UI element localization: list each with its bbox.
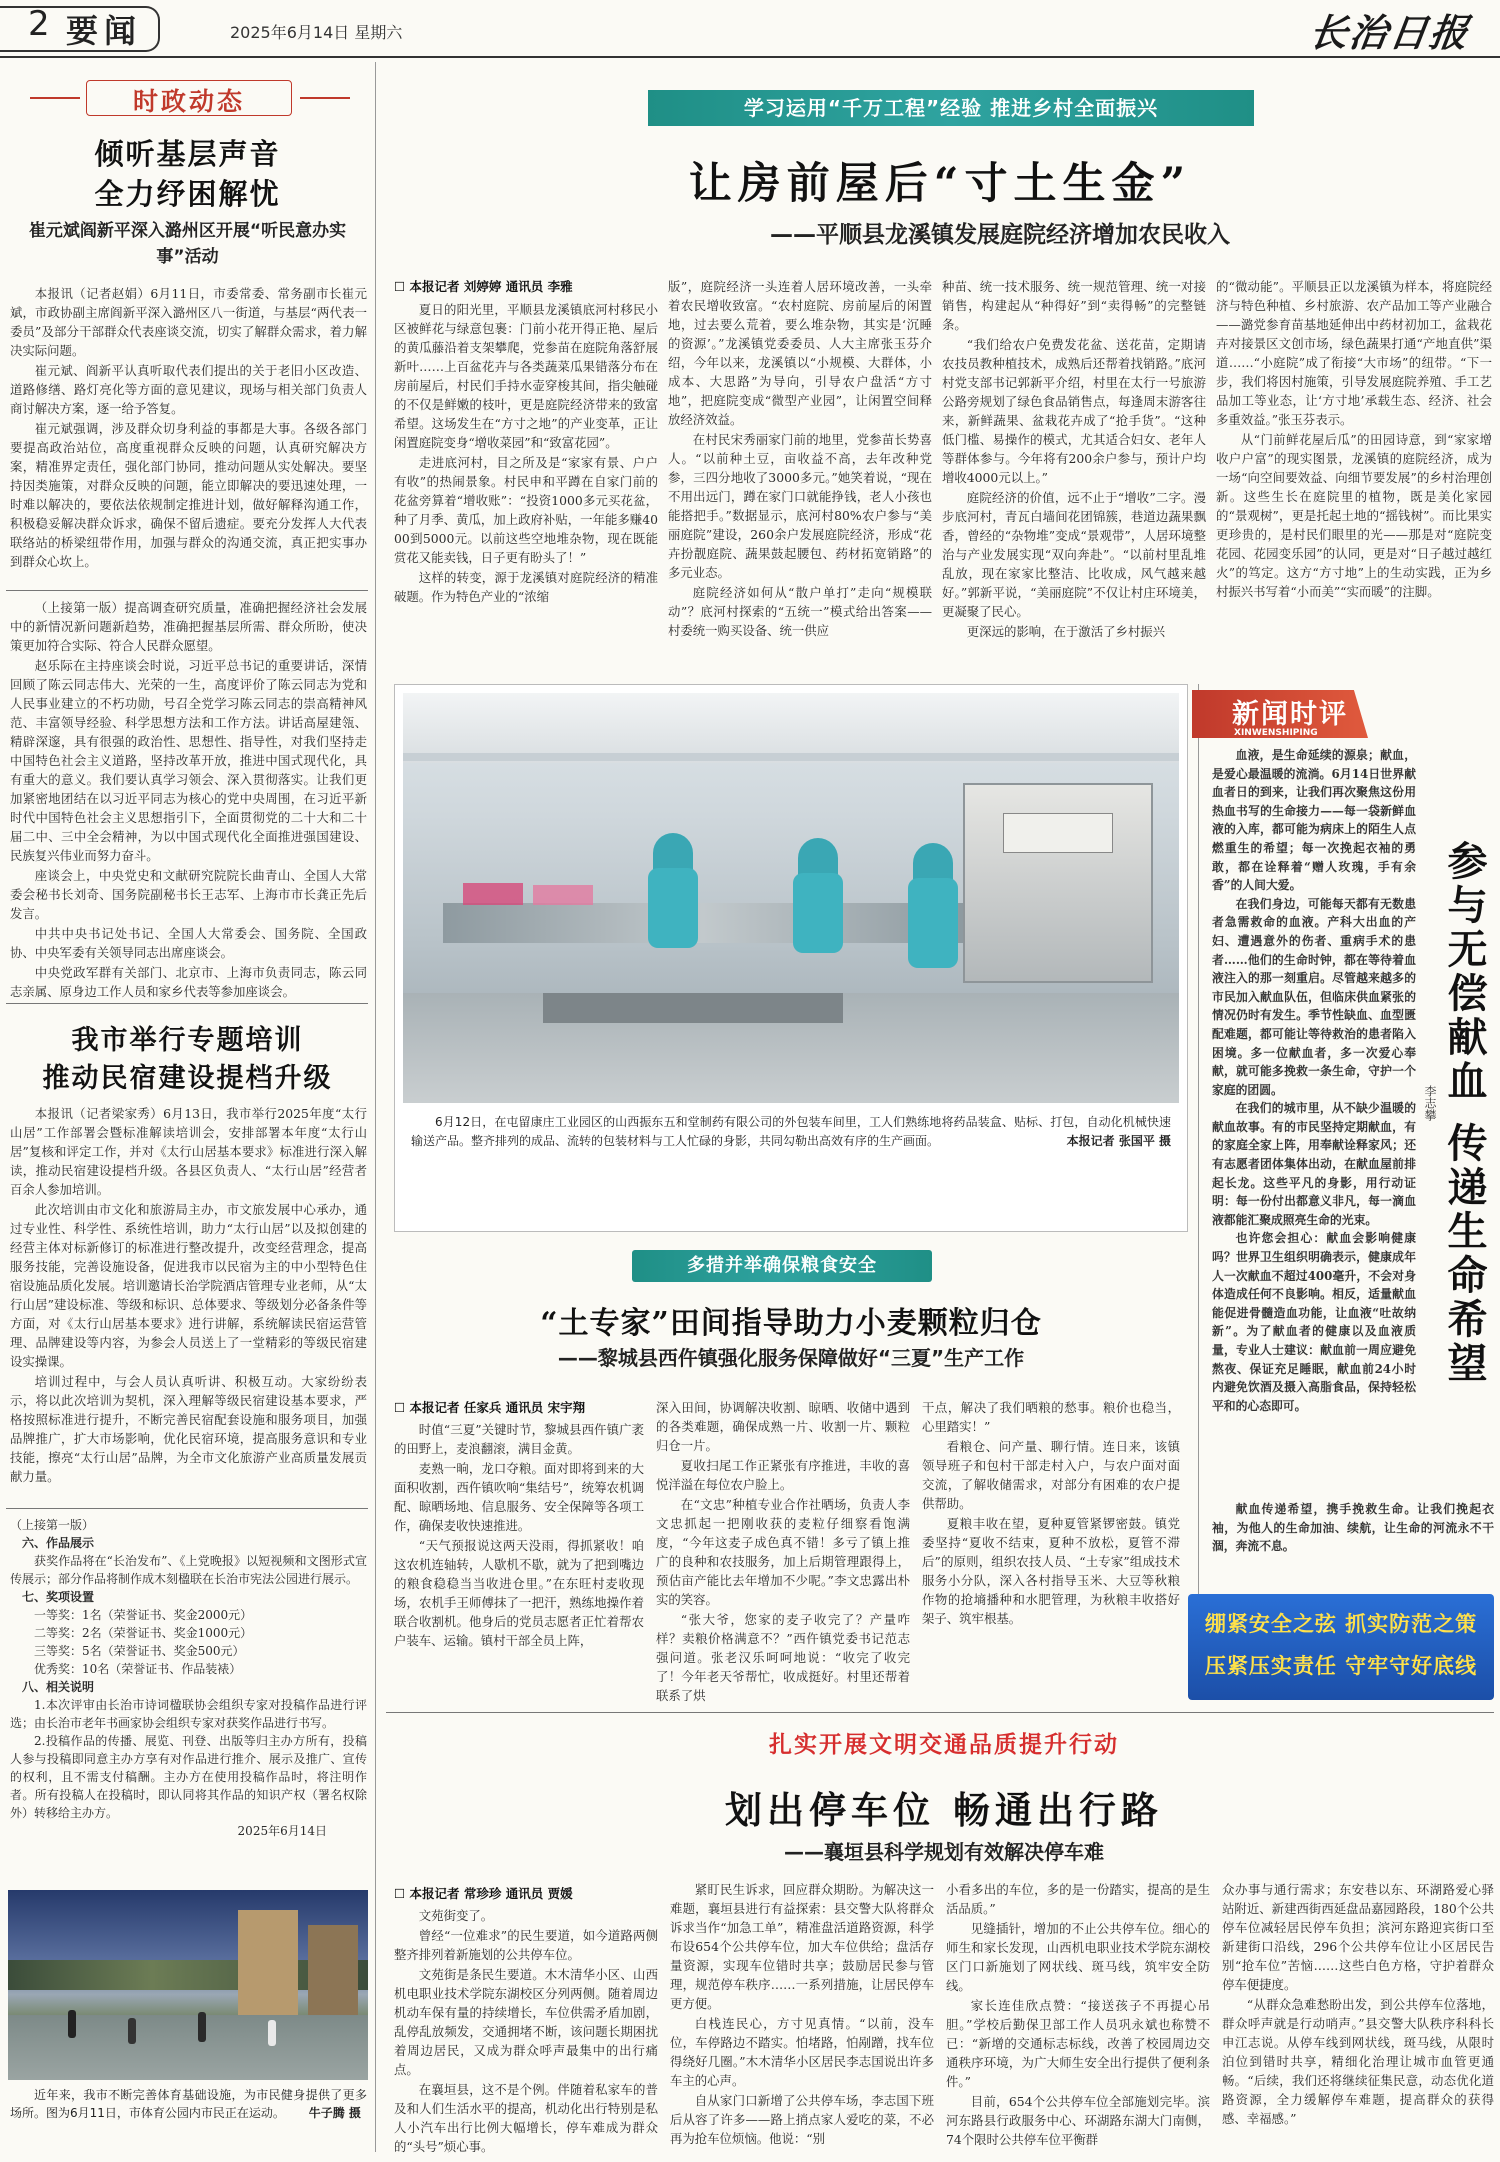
traffic-col1-para: 在襄垣县，这不是个例。伴随着私家车的普及和人们生活水平的提高，机动化出行特别是私人小汽车出行比例大幅增长，停车难成为群众的“头号”烦心事。 (394, 2082, 658, 2154)
section-title: 要闻 (66, 12, 143, 50)
top-col1-para: 走进底河村，目之所及是“家家有景、户户有收”的热闹景象。村民申和平蹲在自家门前的花盆旁算着“增收账”：“投资1000多元买花盆，种了月季、黄瓜，加上政府补贴，一年能多赚4000到5000元。以前这些空地堆杂物，现在既能赏花又能卖钱，日子更有盼头了！” (394, 455, 658, 565)
commentary-para: 血液，是生命延续的源泉；献血，是爱心最温暖的流淌。6月14日世界献血者日的到来，让我们再次聚焦这份用热血书写的生命接力——每一袋新鲜血液的入库，都可能为病床上的陌生人点燃重生的希望；每一次挽起衣袖的勇敢，都在诠释着“赠人玫瑰，手有余香”的人间大爱。 (1212, 748, 1416, 893)
story2-para: 赵乐际在主持座谈会时说，习近平总书记的重要讲话，深情回顾了陈云同志伟大、光荣的一生，高度评价了陈云同志为党和人民事业建立的不朽功勋，号召全党学习陈云同志的崇高精神风范、丰富领导经验、科学思想方法和工作方法。讲话高屋建瓴、精辟深邃，具有很强的政治性、思想性、指导性，对我们坚持走中国特色社会主义道路，坚持改革开放，推进中国式现代化，具有重大的意义。我们要认真学习领会、深入贯彻落实。让我们更加紧密地团结在以习近平同志为核心的党中央周围，在习近平新时代中国特色社会主义思想指引下，全面贯彻党的二十大和二十届二中、三中全会精神，为以中国式现代化全面推进强国建设、民族复兴伟业而努力奋斗。 (10, 658, 367, 863)
traffic-col3 (946, 1880, 1210, 2150)
factory-photo-caption (411, 1113, 1171, 1151)
issue-date: 2025年6月14日 星期六 (230, 23, 403, 42)
wheat-col3-para: 看粮仓、问产量、聊行情。连日来，该镇领导班子和包村干部走村入户，与农户面对面交流，了解收储需求，对部分有困难的农户提供帮助。 (922, 1439, 1180, 1511)
story1-body (10, 284, 367, 572)
safety-banner-line1: 绷紧安全之弦 抓实防范之策 (1204, 1611, 1478, 1636)
note-item: 2.投稿作品的传播、展览、刊登、出版等归主办方所有，投稿人参与投稿即同意主办方享有对作品进行推介、展示及推广、宣传的权利，且不需支付稿酬。主办方在使用投稿作品时，将注明作者。所有投稿人在投稿时，即认同将其作品的知识产权（署名权除外）转移给主办方。 (10, 1734, 367, 1820)
story4-s8-title: 八、相关说明 (22, 1680, 95, 1694)
top-col3-para: 更深远的影响，在于激活了乡村振兴 (966, 624, 1166, 639)
story1-subhead: 崔元斌阎新平深入潞州区开展“听民意办实事”活动 (28, 221, 347, 267)
story4-s6-body: 获奖作品将在“长治发布”、《上党晚报》以短视频和文图形式宣传展示；部分作品将制作成木刻楹联在长治市宪法公园进行展示。 (10, 1554, 367, 1586)
paper-logo: 长治日报 (1306, 10, 1473, 55)
top-col3-para: 种苗、统一技术服务、统一规范管理、统一对接销售，构建起从“种得好”到“卖得畅”的完整链条。 (942, 279, 1206, 332)
story4-s7-title: 七、奖项设置 (22, 1590, 95, 1604)
story4-date: 2025年6月14日 (237, 1824, 327, 1838)
top-col3-para: “我们给农户免费发花盆、送花苗，定期请农技员教种植技术，成熟后还帮着找销路。”底河村党支部书记郭新平介绍，村里在太行一号旅游公路旁规划了绿色食品销售点，每逢周末游客往来，新鲜蔬果、盆栽花卉成了“抢手货”。“这种低门槛、易操作的模式，尤其适合妇女、老年人等群体参与。今年将有200余户参与，预计户均增收4000元以上。” (942, 337, 1206, 485)
wheat-headline: “土专家”田间指导助力小麦颗粒归仓 (540, 1306, 1042, 1341)
traffic-col3-para: 目前，654个公共停车位全部施划完毕。滨河东路县行政服务中心、环湖路东湖大门南侧，74个限时公共停车位平衡群 (946, 2094, 1210, 2147)
wheat-col1-para: 时值“三夏”关键时节，黎城县西仵镇广袤的田野上，麦浪翻滚，满目金黄。 (394, 1422, 644, 1456)
traffic-col1-para: 文苑街是条民生要道。木木清华小区、山西机电职业技术学院东湖校区分列两侧。随着周边机动车保有量的持续增长，车位供需矛盾加剧，乱停乱放频发，交通拥堵不断，该问题长期困扰着周边居民，又成为群众呼声最集中的出行痛点。 (394, 1967, 658, 2077)
top-col4-para: 的“微动能”。平顺县正以龙溪镇为样本，将庭院经济与特色种植、乡村旅游、农产品加工等产业融合——潞党参育苗基地延伸出中药材初加工，盆栽花卉对接景区文创市场，绿色蔬果打通“产地直供”渠道……“小庭院”成了衔接“大市场”的纽带。“下一步，我们将因村施策，引导发展庭院养殖、手工艺品加工等业态，让‘方寸地’承载生态、经济、社会多重效益。”张玉芬表示。 (1216, 279, 1492, 427)
wheat-col2-para: “张大爷，您家的麦子收完了？产量咋样？卖粮价格满意不？”西仵镇党委书记范志强问道。张老汉乐呵呵地说：“收完了收完了！今年老天爷帮忙，收成挺好。村里还帮着联系了烘 (656, 1612, 910, 1703)
traffic-col4 (1222, 1880, 1494, 2129)
prize-item: 一等奖：1名（荣誉证书、奖金2000元） (34, 1608, 253, 1622)
commentary-para: 献血传递希望，携手挽救生命。让我们挽起衣袖，为他人的生命加油、续航，让生命的河流永不干涸，奔流不息。 (1212, 1502, 1494, 1554)
masthead (0, 0, 1500, 58)
story1-para: 本报讯（记者赵娟）6月11日，市委常委、常务副市长崔元斌，市政协副主席阎新平深入潞州区八一街道，与基层“两代表一委员”及部分干部群众代表座谈交流，切实了解群众需求，着力解决实际问题。 (10, 286, 367, 358)
top-story-headline: 让房前屋后“寸土生金” (688, 159, 1192, 209)
wheat-col2-para: 深入田间，协调解决收割、晾晒、收储中遇到的各类难题，确保成熟一片、收割一片、颗粒归仓一片。 (656, 1400, 910, 1453)
top-col1-para: 这样的转变，源于龙溪镇对庭院经济的精准破题。作为特色产业的“浓缩 (394, 570, 658, 604)
sports-photo-caption (10, 2086, 367, 2122)
traffic-col3-para: 小看多出的车位，多的是一份踏实，提高的是生活品质。” (946, 1882, 1210, 1916)
traffic-col3-para: 家长连佳欣点赞：“接送孩子不再提心吊胆。”学校后勤保卫部工作人员巩永斌也称赞不已：“新增的交通标志标线，改善了校园周边交通秩序环境，为广大师生安全出行提供了便利条件。” (946, 1998, 1210, 2089)
traffic-col2-para: 紧盯民生诉求，回应群众期盼。为解决这一难题，襄垣县进行有益探索：县交警大队将群众诉求当作“加急工单”，精准盘活道路资源，科学布设654个公共停车位，加大车位供给；盘活存量资源，实现车位错时共享；鼓励居民参与管理，规范停车秩序……一系列措施，让居民停车更方便。 (670, 1882, 934, 2011)
traffic-col2-para: 自从家门口新增了公共停车场，李志国下班后从容了许多——路上捎点家人爱吃的菜，不必再为抢车位烦恼。他说：“别 (670, 2093, 934, 2146)
sports-park-photo (8, 1890, 368, 2080)
traffic-col3-para: 见缝插针，增加的不止公共停车位。细心的师生和家长发现，山西机电职业技术学院东湖校区门口新施划了网状线、斑马线，筑牢安全防线。 (946, 1921, 1210, 1993)
top-col3-para: 庭院经济的价值，远不止于“增收”二字。漫步底河村，青瓦白墙间花团锦簇，巷道边蔬果飘香，曾经的“杂物堆”变成“景观带”，人居环境整治与产业发展实现“双向奔赴”。“以前村里乱堆乱放，现在家家比整洁、比收成，风气越来越好。”郭新平说，“美丽庭院”不仅让村庄环境美，更凝聚了民心。 (942, 490, 1206, 619)
story1-para: 崔元斌、阎新平认真听取代表们提出的关于老旧小区改造、道路修缮、路灯亮化等方面的意见建议，现场与相关部门负责人商讨解决方案，逐一给予答复。 (10, 363, 367, 416)
story1-headline-1: 倾听基层声音 (94, 137, 281, 171)
top-col2-para: 版”，庭院经济一头连着人居环境改善，一头牵着农民增收致富。“农村庭院、房前屋后的闲置地，过去要么荒着，要么堆杂物，其实是‘沉睡的资源’。”龙溪镇党委委员、人大主席张玉芬介绍，今年以来，龙溪镇以“小规模、大群体，小成本、大思路”为导向，引导农户盘活“方寸地”，把庭院变成“微型产业园”，让闲置空间释放经济效益。 (668, 279, 932, 427)
story1-para: 崔元斌强调，涉及群众切身利益的事都是大事。各级各部门要提高政治站位，高度重视群众反映的问题，认真研究解决方案，精准界定责任，强化部门协同，推动问题从实处解决。要坚持因类施策，对群众反映的问题，能立即解决的要迅速处理，一时难以解决的，要依法依规制定推进计划，做好解释沟通工作，积极稳妥解决群众诉求，确保不留后遗症。要充分发挥人大代表联络站的桥梁纽带作用，加强与群众的沟通交流，真正把实事办到群众心坎上。 (10, 421, 367, 569)
page-number: 2 (28, 4, 50, 44)
top-story-banner: 学习运用“千万工程”经验 推进乡村全面振兴 (648, 90, 1254, 126)
safety-banner (1188, 1594, 1494, 1700)
story2-para: 中共中央书记处书记、全国人大常委会、国务院、全国政协、中央军委有关领导同志出席座谈会。 (10, 926, 367, 960)
commentary-para: 也许您会担心：献血会影响健康吗？世界卫生组织明确表示，健康成年人一次献血不超过400毫升，不会对身体造成任何不良影响。相反，适量献血能促进骨髓造血功能，让血液“吐故纳新”。为了献血者的健康以及血液质量，专业人士建议：献血前一周应避免熬夜、保证充足睡眠，献血前24小时内避免饮酒及摄入高脂食品，保持轻松平和的心态即可。 (1212, 1231, 1416, 1413)
top-story-col2 (668, 277, 932, 641)
story3-headline-2: 推动民宿建设提档升级 (42, 1063, 333, 1094)
wheat-byline: ☐ 本报记者 任家兵 通讯员 宋宇翔 (394, 1400, 586, 1415)
commentary-label: 新闻时评 (1232, 699, 1348, 730)
story2-para: 中央党政军群有关部门、北京市、上海市负责同志，陈云同志亲属、原身边工作人员和家乡代表等参加座谈会。 (10, 965, 367, 999)
commentary-para: 在我们身边，可能每天都有无数患者急需救命的血液。产科大出血的产妇、遭遇意外的伤者、重病手术的患者……他们的生命时钟，都在等待着血液注入的那一刻重启。尽管越来越多的市民加入献血队伍，但临床供血紧张的情况仍时有发生。季节性缺血、血型匮配难题，都可能让等待救治的患者陷入困境。多一位献血者，多一次爱心奉献，就可能多挽救一条生命，守护一个家庭的团圆。 (1212, 896, 1416, 1097)
commentary-body (1212, 746, 1416, 1415)
top-story-col1 (394, 300, 658, 607)
wheat-col1 (394, 1420, 644, 1651)
story1-headline-2: 全力纾困解忧 (94, 177, 281, 211)
commentary-body-end (1212, 1500, 1494, 1556)
top-story-subhead: ——平顺县龙溪镇发展庭院经济增加农民收入 (770, 222, 1230, 248)
top-story-col3 (942, 277, 1206, 642)
prize-item: 三等奖：5名（荣誉证书、奖金500元） (34, 1644, 245, 1658)
section-label-deco-right (300, 97, 350, 99)
traffic-col2 (670, 1880, 934, 2149)
factory-photo (403, 693, 1179, 1103)
top-col1-para: 夏日的阳光里，平顺县龙溪镇底河村移民小区被鲜花与绿意包裹：门前小花开得正艳、屋后的黄瓜藤沿着支架攀爬，党参苗在庭院角落舒展新叶……上百盆花卉与各类蔬菜瓜果错落分布在房前屋后，村民们手持水壶穿梭其间，指尖触碰的不仅是鲜嫩的枝叶，更是庭院经济带来的致富希望。这场发生在“方寸之地”的产业变革，正让闲置庭院变身“增收菜园”和“致富花园”。 (394, 302, 658, 450)
story2-para: （上接第一版）提高调查研究质量，准确把握经济社会发展中的新情况新问题新趋势，准确把握基层所需、群众所盼，使决策更加符合实际、符合人民群众愿望。 (10, 600, 367, 653)
story3-para: 本报讯（记者梁家秀）6月13日，我市举行2025年度“太行山居”工作部署会暨标准解读培训会，安排部署本年度“太行山居”复核和评定工作，并对《太行山居基本要求》标准进行深入解读，推动民宿建设提档升级。各县区负责人、“太行山居”经营者百余人参加培训。 (10, 1106, 367, 1197)
traffic-col1-para: 文苑街变了。 (418, 1908, 494, 1923)
wheat-col1-para: “天气预报说这两天没雨，得抓紧收！咱这农机连轴转，人歇机不歇，就为了把到嘴边的粮食稳稳当当收进仓里。”在东旺村麦收现场，农机手王师傅抹了一把汗，熟练地操作着联合收割机。他身后的党员志愿者正忙着帮农户装车、运输。镇村干部全员上阵， (394, 1538, 644, 1648)
story4-s6-title: 六、作品展示 (22, 1536, 95, 1550)
wheat-col2-para: 夏收扫尾工作正紧张有序推进，丰收的喜悦洋溢在每位农户脸上。 (656, 1458, 910, 1492)
story3-para: 此次培训由市文化和旅游局主办，市文旅发展中心承办，通过专业性、科学性、系统性培训，助力“太行山居”以及拟创建的经营主体对标新修订的标准进行整改提升，改变经营理念，提高服务技能，完善设施设备，促进我市以民宿为主的中小型特色住宿设施品质化发展。培训邀请长治学院酒店管理专业老师，从“太行山居”建设标准、等级和标识、总体要求、等级划分必备条件等方面，对《太行山居基本要求》进行讲解，系统解读民宿运营管理、品牌建设等内容，为参会人员送上了一堂精彩的等级民宿建设实操课。 (10, 1202, 367, 1369)
wheat-col3-para: 干点，解决了我们晒粮的愁事。粮价也稳当，心里踏实！” (922, 1400, 1180, 1434)
section-label: 时政动态 (132, 87, 245, 116)
traffic-col2-para: 白栈连民心，方寸见真情。“以前，没车位，车停路边不踏实。怕堵路，怕剐蹭，找车位得绕好几圈。”木木清华小区居民李志国说出许多车主的心声。 (670, 2016, 934, 2088)
factory-photo-frame (394, 684, 1188, 1232)
sports-caption-text: 近年来，我市不断完善体育基础设施，为市民健身提供了更多场所。图为6月11日，市体育公园内市民正在运动。 (10, 2088, 367, 2120)
commentary-para: 在我们的城市里，从不缺少温暖的献血故事。有的市民坚持定期献血，有的家庭全家上阵，用奉献诠释家风；还有志愿者团体集体出动，在献血屋前排起长龙。这些平凡的身影，用行动证明：每一份付出都意义非凡，每一滴血液都能汇聚成照亮生命的光束。 (1212, 1101, 1416, 1227)
factory-photo-credit: 本报记者 张国平 摄 (1066, 1134, 1171, 1148)
prize-item: 优秀奖：10名（荣誉证书、作品装裱） (34, 1662, 242, 1676)
wheat-subhead: ——黎城县西仵镇强化服务保障做好“三夏”生产工作 (557, 1346, 1025, 1370)
traffic-byline: ☐ 本报记者 常珍珍 通讯员 贾媛 (394, 1886, 573, 1901)
factory-caption-text: 6月12日，在屯留康庄工业园区的山西振东五和堂制药有限公司的外包装车间里，工人们熟练地将药品装盒、贴标、打包，自动化机械快速输送产品。整齐排列的成品、流转的包装材料与工人忙碌的身影，共同勾勒出高效有序的生产画面。 (411, 1115, 1171, 1148)
story3-para: 培训过程中，与会人员认真听讲、积极互动。大家纷纷表示，将以此次培训为契机，深入理解等级民宿建设基本要求，严格按照标准进行提升，不断完善民宿配套设施和服务项目，加强品牌推广，扩大市场影响，优化民宿环境，提高服务意识和专业技能，擦亮“太行山居”品牌，为全市文化旅游产业高质量发展贡献力量。 (10, 1374, 367, 1484)
wheat-col3-para: 夏粮丰收在望，夏种夏管紧锣密鼓。镇党委坚持“夏收不结束，夏种不放松，夏管不滞后”的原则，组织农技人员、“土专家”组成技术服务小分队，深入各村指导玉米、大豆等秋粮作物的抢墒播种和水肥管理，为秋粮丰收搭好架子、筑牢根基。 (922, 1516, 1180, 1626)
section-label-deco-left (30, 97, 80, 99)
top-col2-para: 庭院经济如何从“散户单打”走向“规模联动”？底河村探索的“五统一”模式给出答案——村委统一购买设备、统一供应 (668, 585, 932, 638)
story2-para: 座谈会上，中央党史和文献研究院院长曲青山、全国人大常委会秘书长刘奇、国务院副秘书长王志军、上海市市长龚正先后发言。 (10, 868, 367, 921)
story2-body (10, 598, 367, 1002)
traffic-headline: 划出停车位 畅通出行路 (725, 1788, 1163, 1832)
wheat-banner: 多措并举确保粮食安全 (632, 1250, 932, 1282)
top-col2-para: 在村民宋秀丽家门前的地里，党参苗长势喜人。“以前种土豆，亩收益不高，去年改种党参，三四分地收了3000多元。”她笑着说，“现在不用出远门，蹲在家门口就能挣钱，老人小孩也能搭把手。”数据显示，底河村80%农户参与“美丽庭院”建设，260余户发展庭院经济，形成“花卉扮靓庭院、蔬果鼓起腰包、药材拓宽销路”的多元业态。 (668, 432, 932, 580)
sports-photo-credit: 牛子腾 摄 (308, 2106, 361, 2120)
story4-intro: （上接第一版） (10, 1518, 95, 1532)
wheat-col2-para: 在“文忠”种植专业合作社晒场，负责人李文忠抓起一把刚收获的麦粒仔细察看饱满度，“今年这麦子成色真不错！多亏了镇上推广的良种和农技服务，加上后期管理跟得上，预估亩产能比去年增加不少呢。”李文忠露出朴实的笑容。 (656, 1497, 910, 1607)
note-item: 1.本次评审由长治市诗词楹联协会组织专家对投稿作品进行评选；由长治市老年书画家协会组织专家对获奖作品进行书写。 (10, 1698, 367, 1730)
wheat-col1-para: 麦熟一晌，龙口夺粮。面对即将到来的大面积收割，西仵镇吹响“集结号”，统筹农机调配、晾晒场地、信息服务、安全保障等各项工作，确保麦收快速推进。 (394, 1461, 644, 1533)
top-story-byline: ☐ 本报记者 刘婷婷 通讯员 李雅 (394, 279, 573, 294)
top-story-col4 (1216, 277, 1492, 602)
wheat-col2 (656, 1398, 910, 1706)
commentary-title: 参与无偿献血 传递生命希望 (1441, 840, 1488, 1386)
safety-banner-line2: 压紧压实责任 守牢守好底线 (1204, 1653, 1478, 1678)
traffic-col1 (394, 1906, 658, 2157)
traffic-col4-para: “从群众急难愁盼出发，到公共停车位落地，群众呼声就是行动哨声。”县交警大队秩序科科长申江志说。从停车线到网状线，斑马线，从限时泊位到错时共享，精细化治理让城市血管更通畅。“后续，我们还将继续征集民意，动态优化道路资源，全力缓解停车难题，提高群众的获得感、幸福感。” (1222, 1997, 1494, 2126)
story4-body (10, 1516, 367, 1840)
traffic-col4-para: 众办事与通行需求；东安巷以东、环湖路爱心驿站附近、新建西街西延盘品嘉园路段，180个公共停车位减轻居民停车负担；滨河东路迎宾街口至新建街口沿线，296个公共停车位让小区居民告别“抢车位”苦恼……这些白色方格，守护着群众停车便捷度。 (1222, 1882, 1494, 1992)
traffic-banner: 扎实开展文明交通品质提升行动 (769, 1732, 1119, 1758)
commentary-label-en: XINWENSHIPING (1234, 728, 1318, 738)
story3-headline-1: 我市举行专题培训 (71, 1025, 304, 1056)
commentary-author: 李志攀 (1423, 1085, 1437, 1121)
traffic-subhead: ——襄垣县科学规划有效解决停车难 (784, 1840, 1104, 1864)
prize-item: 二等奖：2名（荣誉证书、奖金1000元） (34, 1626, 253, 1640)
top-col4-para: 从“门前鲜花屋后瓜”的田园诗意，到“家家增收户户富”的现实图景，龙溪镇的庭院经济，成为一场“向空间要效益、向细节要发展”的乡村治理创新。这些生长在庭院里的植物，既是美化家园的“景观树”，更是托起土地的“摇钱树”。而比果实更珍贵的，是村民们眼里的光——那是对“庭院变花园、花园变乐园”的认同，更是对“日子越过越红火”的笃定。这方“方寸地”上的生动实践，正为乡村振兴书写着“小而美”“实而暖”的注脚。 (1216, 432, 1492, 599)
wheat-col3 (922, 1398, 1180, 1629)
story3-body (10, 1104, 367, 1487)
traffic-col1-para: 曾经“一位难求”的民生要道，如今道路两侧整齐排列着新施划的公共停车位。 (394, 1928, 658, 1962)
